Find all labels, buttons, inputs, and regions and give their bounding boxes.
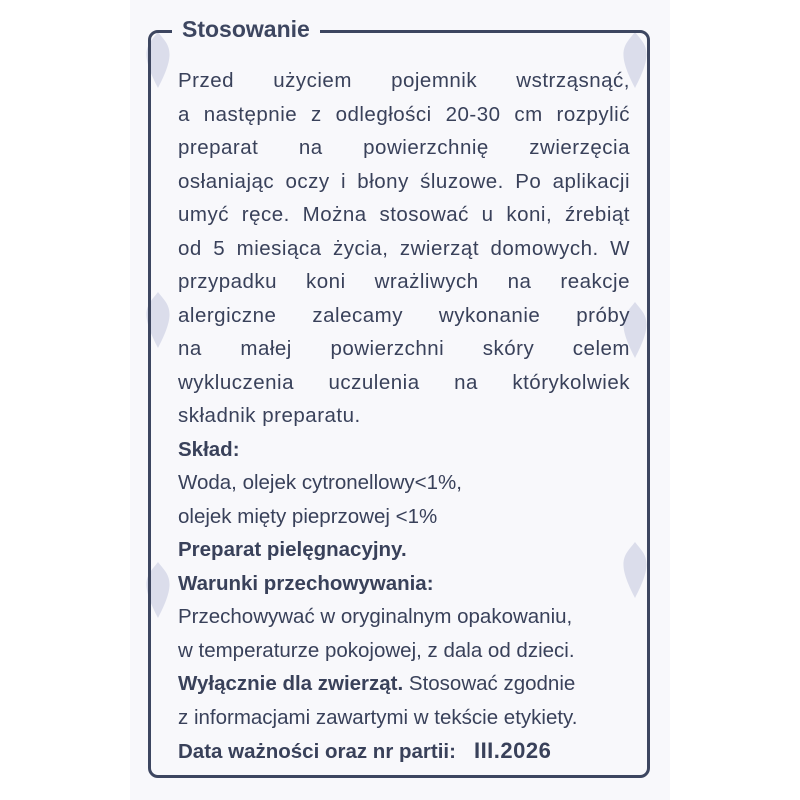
animals-only-line: [178, 667, 630, 701]
usage-line: Przed użyciem pojemnik wstrząsnąć,: [178, 69, 630, 92]
section-title: Stosowanie: [172, 12, 320, 46]
usage-line: a następnie z odległości 20-30 cm rozpylić: [178, 102, 630, 126]
usage-line: alergiczne zalecamy wykonanie próby: [178, 303, 630, 327]
label-content: [178, 64, 630, 769]
composition-heading: Skład:: [178, 437, 240, 461]
composition-line: Woda, olejek cytronellowy<1%,: [178, 471, 462, 494]
product-type: Preparat pielęgnacyjny.: [178, 538, 407, 561]
expiry-value: III.2026: [473, 738, 552, 763]
expiry-label: Data ważności oraz nr partii:: [178, 740, 456, 763]
usage-line: wykluczenia uczulenia na którykolwiek: [178, 370, 630, 394]
animals-only-rest: Stosować zgodnie: [403, 672, 576, 695]
usage-paragraph: [178, 64, 630, 433]
usage-line: od 5 miesiąca życia, zwierząt domowych. W: [178, 236, 630, 260]
info-line: z informacjami zawartymi w tekście etykiety.: [178, 705, 578, 729]
storage-heading: Warunki przechowywania:: [178, 571, 434, 595]
usage-line: przypadku koni wrażliwych na reakcje: [178, 270, 630, 293]
usage-line: umyć ręce. Można stosować u koni, źrebiąt: [178, 203, 630, 226]
usage-line: osłaniając oczy i błony śluzowe. Po aplikacji: [178, 169, 630, 193]
usage-line: na małej powierzchni skóry celem: [178, 337, 630, 360]
animals-only-text: Wyłącznie dla zwierząt.: [178, 672, 404, 695]
storage-line: w temperaturze pokojowej, z dala od dzieci.: [178, 638, 575, 662]
composition-line: olejek mięty pieprzowej <1%: [178, 504, 438, 528]
expiry-line: [178, 734, 630, 769]
storage-line: Przechowywać w oryginalnym opakowaniu,: [178, 605, 573, 628]
usage-line: preparat na powierzchnię zwierzęcia: [178, 136, 630, 159]
usage-line: składnik preparatu.: [178, 404, 361, 427]
